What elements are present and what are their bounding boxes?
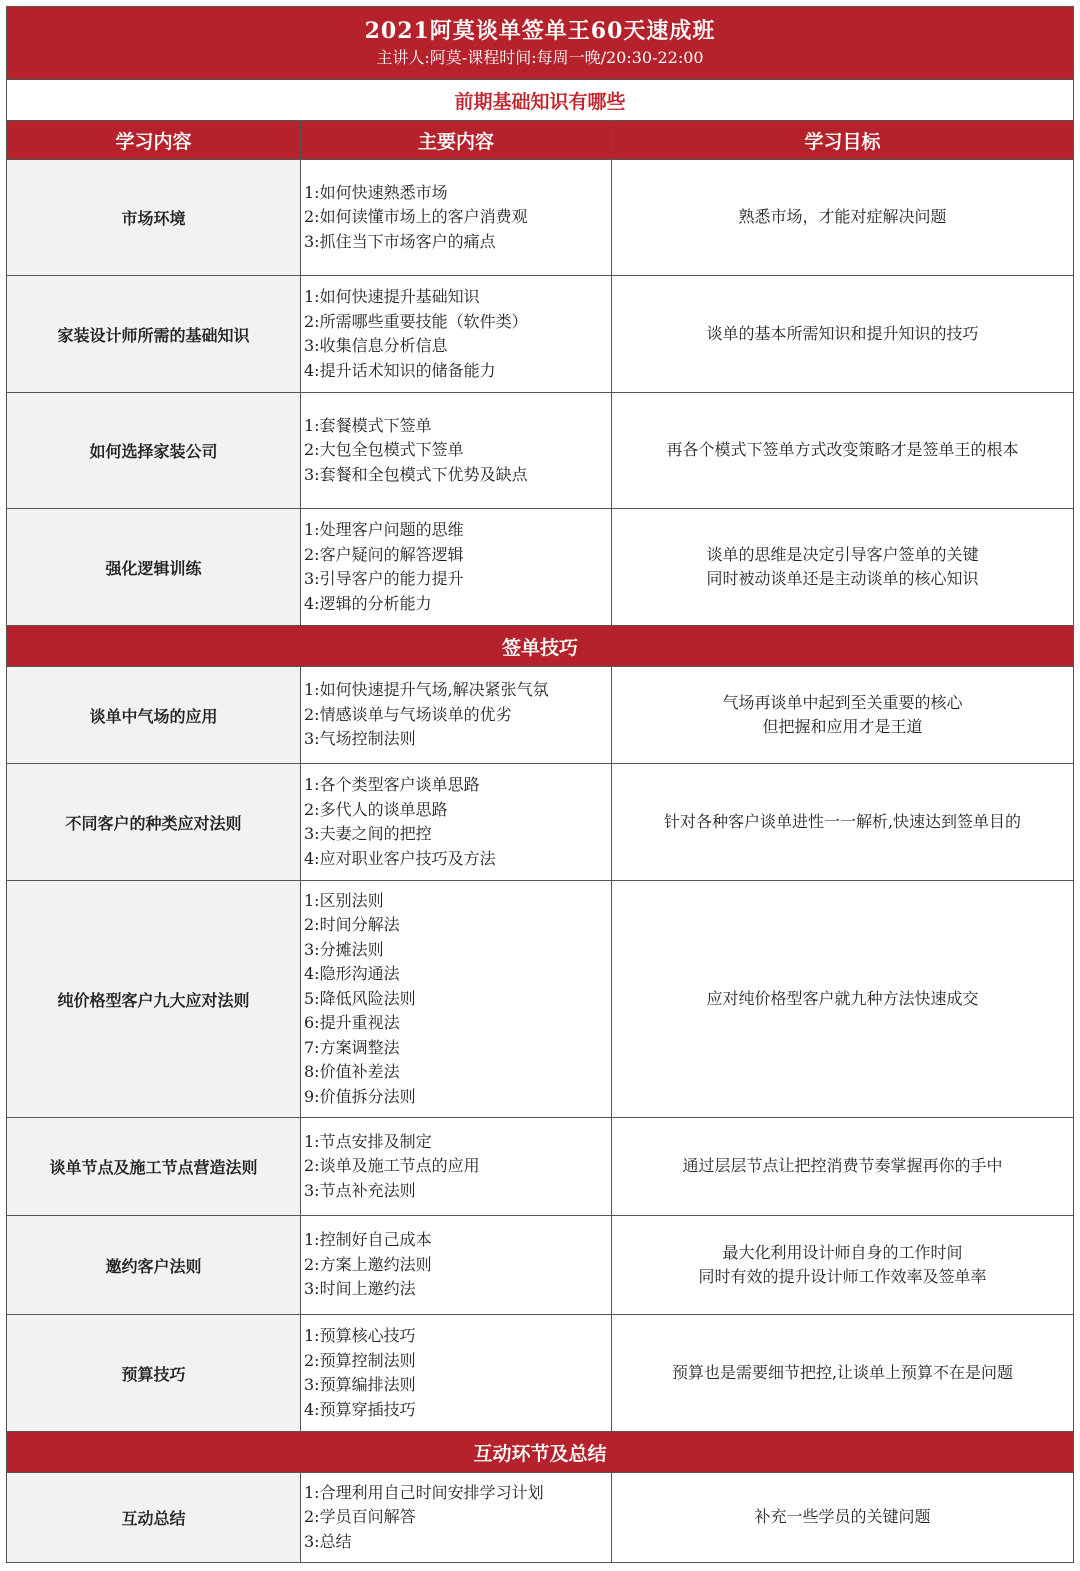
content-item: 2:客户疑问的解答逻辑 [304, 544, 464, 564]
content-item: 6:提升重视法 [304, 1013, 400, 1033]
topic-cell: 邀约客户法则 [7, 1216, 301, 1315]
content-item: 2:大包全包模式下签单 [304, 440, 464, 460]
topic-cell: 纯价格型客户九大应对法则 [7, 881, 301, 1118]
topic-cell: 互动总结 [7, 1473, 301, 1563]
goal-cell [612, 160, 1074, 276]
content-item: 7:方案调整法 [304, 1037, 400, 1057]
topic-cell: 谈单节点及施工节点营造法则 [7, 1118, 301, 1216]
content-item: 1:如何快速提升基础知识 [304, 287, 480, 306]
content-item: 2:如何读懂市场上的客户消费观 [304, 207, 528, 227]
content-item: 8:价值补差法 [304, 1062, 400, 1082]
topic-cell: 家装设计师所需的基础知识 [7, 276, 301, 393]
content-item: 3:收集信息分析信息 [304, 336, 448, 355]
content-item: 2:时间分解法 [304, 915, 400, 935]
content-item: 3:气场控制法则 [304, 729, 416, 749]
content-item: 1:控制好自己成本 [304, 1230, 432, 1250]
content-item: 2:多代人的谈单思路 [304, 799, 448, 819]
goal-cell [612, 764, 1074, 881]
content-item: 4:应对职业客户技巧及方法 [304, 848, 496, 868]
content-item: 3:时间上邀约法 [304, 1279, 416, 1299]
topic-cell: 强化逻辑训练 [7, 509, 301, 626]
content-item: 2:所需哪些重要技能（软件类） [304, 311, 528, 331]
goal-line: 同时有效的提升设计师工作效率及签单率 [698, 1267, 987, 1286]
content-item: 1:各个类型客户谈单思路 [304, 775, 480, 794]
content-item: 1:节点安排及制定 [304, 1131, 432, 1151]
content-item: 4:逻辑的分析能力 [304, 593, 432, 613]
topic-cell: 不同客户的种类应对法则 [7, 764, 301, 881]
content-item: 5:降低风险法则 [304, 988, 416, 1008]
content-item: 3:引导客户的能力提升 [304, 569, 464, 588]
content-item: 1:如何快速提升气场,解决紧张气氛 [304, 680, 549, 700]
content-item: 1:预算核心技巧 [304, 1326, 416, 1345]
banner-row [7, 7, 1074, 80]
content-item: 1:区别法则 [304, 890, 384, 910]
content-item: 3:预算编排法则 [304, 1375, 416, 1394]
content-item: 3:分摊法则 [304, 939, 384, 959]
goal-cell [612, 881, 1074, 1118]
content-cell [301, 1315, 612, 1432]
banner [7, 7, 1074, 80]
goal-line: 谈单的基本所需知识和提升知识的技巧 [706, 323, 979, 343]
section-title: 互动环节及总结 [7, 1432, 1074, 1473]
content-cell [301, 1216, 612, 1315]
goal-line: 但把握和应用才是王道 [762, 717, 923, 736]
content-cell [301, 764, 612, 881]
table-row [7, 509, 1074, 626]
content-item: 2:情感谈单与气场谈单的优劣 [304, 704, 512, 724]
goal-line: 同时被动谈单还是主动谈单的核心知识 [706, 569, 979, 588]
goal-cell [612, 1118, 1074, 1216]
goal-line: 补充一些学员的关键问题 [754, 1507, 931, 1527]
content-item: 3:套餐和全包模式下优势及缺点 [304, 464, 528, 484]
table-row [7, 160, 1074, 276]
content-cell [301, 881, 612, 1118]
topic-cell: 谈单中气场的应用 [7, 667, 301, 764]
content-item: 3:总结 [304, 1531, 352, 1551]
content-cell [301, 509, 612, 626]
section-row [7, 626, 1074, 667]
table-row [7, 1473, 1074, 1563]
goal-cell [612, 667, 1074, 764]
content-item: 2:方案上邀约法则 [304, 1254, 432, 1274]
goal-line: 再各个模式下签单方式改变策略才是签单王的根本 [666, 440, 1019, 460]
content-cell [301, 160, 612, 276]
column-header-row [7, 121, 1074, 160]
goal-line: 应对纯价格型客户就九种方法快速成交 [706, 988, 979, 1008]
table-row [7, 764, 1074, 881]
goal-line: 针对各种客户谈单进性一一解析,快速达到签单目的 [663, 811, 1022, 831]
goal-line: 预算也是需要细节把控,让谈单上预算不在是问题 [671, 1362, 1014, 1382]
content-item: 2:预算控制法则 [304, 1350, 416, 1370]
goal-line: 最大化利用设计师自身的工作时间 [722, 1242, 963, 1262]
column-header: 学习目标 [612, 121, 1074, 160]
content-item: 3:夫妻之间的把控 [304, 824, 432, 843]
topic-cell: 如何选择家装公司 [7, 393, 301, 509]
goal-cell [612, 1315, 1074, 1432]
section-row [7, 80, 1074, 121]
content-cell [301, 1473, 612, 1563]
content-item: 1:套餐模式下签单 [304, 415, 432, 435]
content-cell [301, 276, 612, 393]
goal-line: 气场再谈单中起到至关重要的核心 [722, 692, 963, 712]
topic-cell: 预算技巧 [7, 1315, 301, 1432]
section-title: 前期基础知识有哪些 [7, 80, 1074, 121]
content-item: 1:如何快速熟悉市场 [304, 182, 448, 202]
content-item: 4:隐形沟通法 [304, 964, 400, 984]
goal-cell [612, 1216, 1074, 1315]
content-item: 9:价值拆分法则 [304, 1086, 416, 1106]
section-row [7, 1432, 1074, 1473]
goal-cell [612, 276, 1074, 393]
content-item: 3:节点补充法则 [304, 1180, 416, 1200]
course-title: 2021阿莫谈单签单王60天速成班 [364, 18, 716, 44]
goal-cell [612, 509, 1074, 626]
table-row [7, 881, 1074, 1118]
column-header: 主要内容 [301, 121, 612, 160]
table-row [7, 1216, 1074, 1315]
table-row [7, 1118, 1074, 1216]
course-table-sheet [6, 6, 1073, 1563]
goal-cell [612, 1473, 1074, 1563]
content-item: 4:预算穿插技巧 [304, 1399, 416, 1419]
course-table [6, 6, 1074, 1563]
table-row [7, 667, 1074, 764]
content-item: 4:提升话术知识的储备能力 [304, 360, 496, 380]
table-row [7, 1315, 1074, 1432]
goal-line: 谈单的思维是决定引导客户签单的关键 [706, 544, 979, 564]
table-row [7, 393, 1074, 509]
content-cell [301, 667, 612, 764]
content-item: 1:合理利用自己时间安排学习计划 [304, 1482, 544, 1502]
table-row [7, 276, 1074, 393]
column-header: 学习内容 [7, 121, 301, 160]
goal-cell [612, 393, 1074, 509]
content-item: 1:处理客户问题的思维 [304, 520, 464, 539]
content-item: 3:抓住当下市场客户的痛点 [304, 231, 496, 251]
content-item: 2:谈单及施工节点的应用 [304, 1156, 480, 1176]
topic-cell: 市场环境 [7, 160, 301, 276]
course-subtitle: 主讲人:阿莫-课程时间:每周一晚/20:30-22:00 [376, 48, 704, 67]
section-title: 签单技巧 [7, 626, 1074, 667]
content-cell [301, 1118, 612, 1216]
content-cell [301, 393, 612, 509]
goal-line: 熟悉市场，才能对症解决问题 [738, 207, 947, 227]
content-item: 2:学员百问解答 [304, 1507, 416, 1527]
goal-line: 通过层层节点让把控消费节奏掌握再你的手中 [682, 1156, 1003, 1176]
